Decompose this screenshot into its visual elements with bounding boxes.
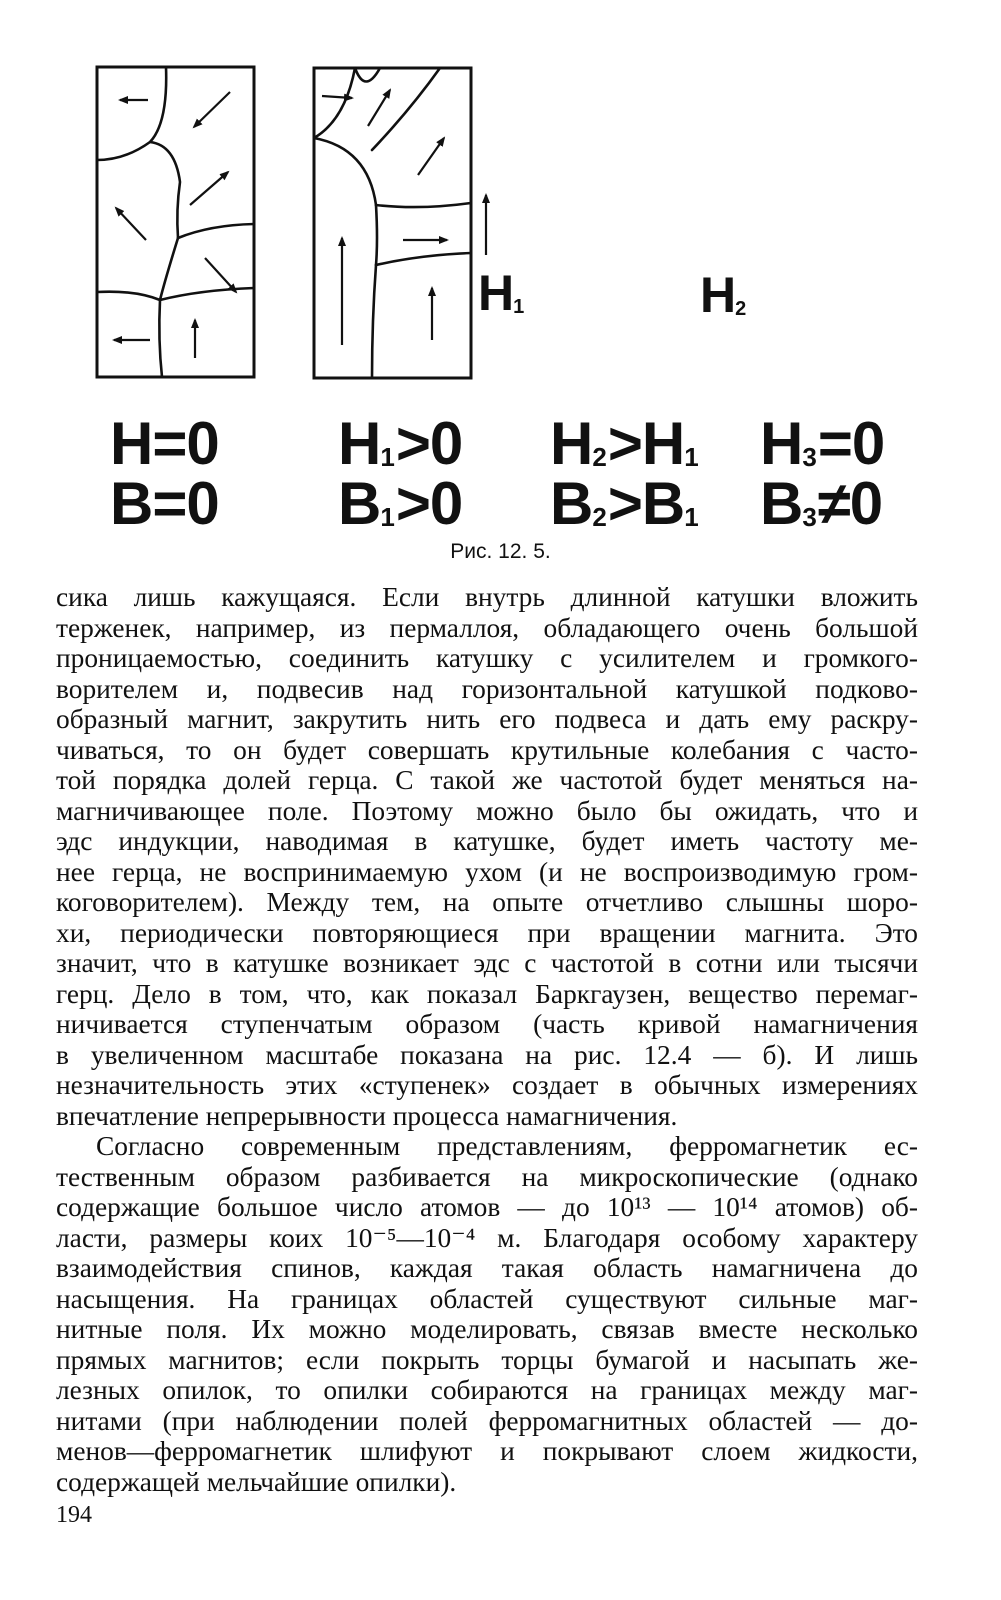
- text-line: нее герца, не воспринимаемую ухом (и не воспроизводимую гром-: [56, 856, 918, 887]
- text-line: нитами (при наблюдении полей ферромагнитных областей — до-: [56, 1405, 918, 1436]
- panel-3-h-sub: 2: [592, 442, 606, 472]
- text-line: содержащей мельчайшие опилки).: [56, 1466, 457, 1497]
- text-line: эдс индукции, наводимая в катушке, будет иметь частоту ме-: [56, 826, 918, 856]
- panel-4-b-main: B: [760, 470, 803, 537]
- figure-caption: Рис. 12. 5.: [450, 540, 551, 563]
- text-line: тественным образом разбивается на микроскопические (однако: [56, 1161, 918, 1192]
- paragraph-1: [56, 582, 918, 1131]
- panel-1-h-label: [110, 410, 219, 477]
- text-line: нитные поля. Их можно моделировать, связав вместе несколько: [56, 1314, 918, 1344]
- text-line: ворителем и, подвесив над горизонтальной катушкой подково-: [56, 673, 918, 704]
- text-line: образный магнит, закрутить нить его подвеса и дать ему раскру-: [56, 704, 918, 734]
- panel-4-h-rest: =0: [817, 410, 885, 477]
- panel-4-b-label: [760, 470, 883, 547]
- text-line: терженек, например, из пермаллоя, обладающего очень большой: [56, 612, 918, 643]
- panel-2-weak-field: [314, 68, 486, 378]
- text-line: ласти, размеры коих 10⁻⁵—10⁻⁴ м. Благодаря особому характеру: [56, 1222, 918, 1253]
- text-line: той порядка долей герца. С такой же частотой будет меняться на-: [56, 765, 918, 795]
- panel-1-frame: [97, 67, 254, 377]
- text-line: коговорителем). Между тем, на опыте отчетливо слышны шоро-: [56, 887, 918, 917]
- panel-1-b-text: B=0: [110, 470, 219, 537]
- panel-4-h-sub: 3: [802, 442, 816, 472]
- text-line: незначительность этих «ступенек» создает в обычных измерениях: [56, 1070, 918, 1100]
- body-text: [56, 582, 918, 1497]
- field-label-h2-main: H: [700, 267, 736, 323]
- text-line: содержащие большое число атомов — до 10¹³ — 10¹⁴ атомов) об-: [56, 1192, 918, 1222]
- panel-3-b-sub: 2: [592, 502, 606, 532]
- panel-2-b-sub: 1: [380, 502, 394, 532]
- text-line: значит, что в катушке возникает эдс с частотой в сотни или тысячи: [56, 948, 918, 978]
- panel-2-h-rest: >0: [395, 410, 463, 477]
- panel-4-h-main: H: [760, 410, 803, 477]
- text-line: насыщения. На границах областей существуют сильные маг-: [56, 1283, 918, 1314]
- panel-3-h-mid: >H: [607, 410, 685, 477]
- text-line: чиваться, то он будет совершать крутильные колебания с часто-: [56, 734, 918, 765]
- panel-3-h-main: H: [550, 410, 593, 477]
- panel-2-b-label: [338, 470, 463, 547]
- text-line: менов—ферромагнетик шлифуют и покрывают слоем жидкости,: [56, 1436, 918, 1466]
- field-label-h2: [700, 267, 746, 334]
- text-line: прямых магнитов; если покрыть торцы бумагой и насыпать же-: [56, 1344, 918, 1375]
- panel-2-b-main: B: [338, 470, 381, 537]
- panel-3-b-mid: >B: [607, 470, 685, 537]
- panel-2-h-main: H: [338, 410, 381, 477]
- field-label-h1-sub: 1: [513, 296, 524, 318]
- text-line: герц. Дело в том, что, как показал Баркгаузен, вещество перемаг-: [56, 978, 918, 1009]
- field-label-h1-main: H: [478, 265, 514, 321]
- text-line: магничивающее поле. Поэтому можно было бы ожидать, что и: [56, 795, 918, 826]
- text-line: ничивается ступенчатым образом (часть кривой намагничения: [56, 1009, 918, 1039]
- text-line: проницаемостью, соединить катушку с усилителем и громкого-: [56, 643, 918, 673]
- panel-1-arrows: [114, 92, 236, 358]
- panel-3-h-sub2: 1: [684, 442, 698, 472]
- text-line: лезных опилок, то опилки собираются на границах между маг-: [56, 1375, 918, 1405]
- field-label-h2-sub: 2: [735, 298, 746, 320]
- panel-4-b-rest: ≠0: [817, 470, 883, 537]
- text-line: сика лишь кажущаяся. Если внутрь длинной катушки вложить: [56, 582, 918, 612]
- panel-3-b-main: B: [550, 470, 593, 537]
- panel-1-b-label: [110, 470, 219, 537]
- text-line: Согласно современным представлениям, ферромагнетик ес-: [96, 1131, 918, 1161]
- text-line: впечатление непрерывности процесса намагничения.: [56, 1100, 678, 1131]
- paragraph-2: [56, 1131, 918, 1497]
- text-line: хи, периодически повторяющиеся при вращении магнита. Это: [56, 917, 918, 948]
- text-line: взаимодействия спинов, каждая такая область намагничена до: [56, 1253, 918, 1283]
- text-line: в увеличенном масштабе показана на рис. 12.4 — б). И лишь: [56, 1039, 918, 1070]
- panel-3-b-label: [550, 470, 700, 547]
- field-label-h1: [478, 265, 524, 332]
- panel-2-h-sub: 1: [380, 442, 394, 472]
- panel-3-b-sub2: 1: [684, 502, 698, 532]
- panel-1-h-text: H=0: [110, 410, 219, 477]
- panel-4-b-sub: 3: [802, 502, 816, 532]
- panel-2-arrows: [322, 90, 447, 345]
- page-number: 194: [56, 1502, 92, 1528]
- panel-1-demagnetized: [97, 67, 254, 377]
- panel-2-b-rest: >0: [395, 470, 463, 537]
